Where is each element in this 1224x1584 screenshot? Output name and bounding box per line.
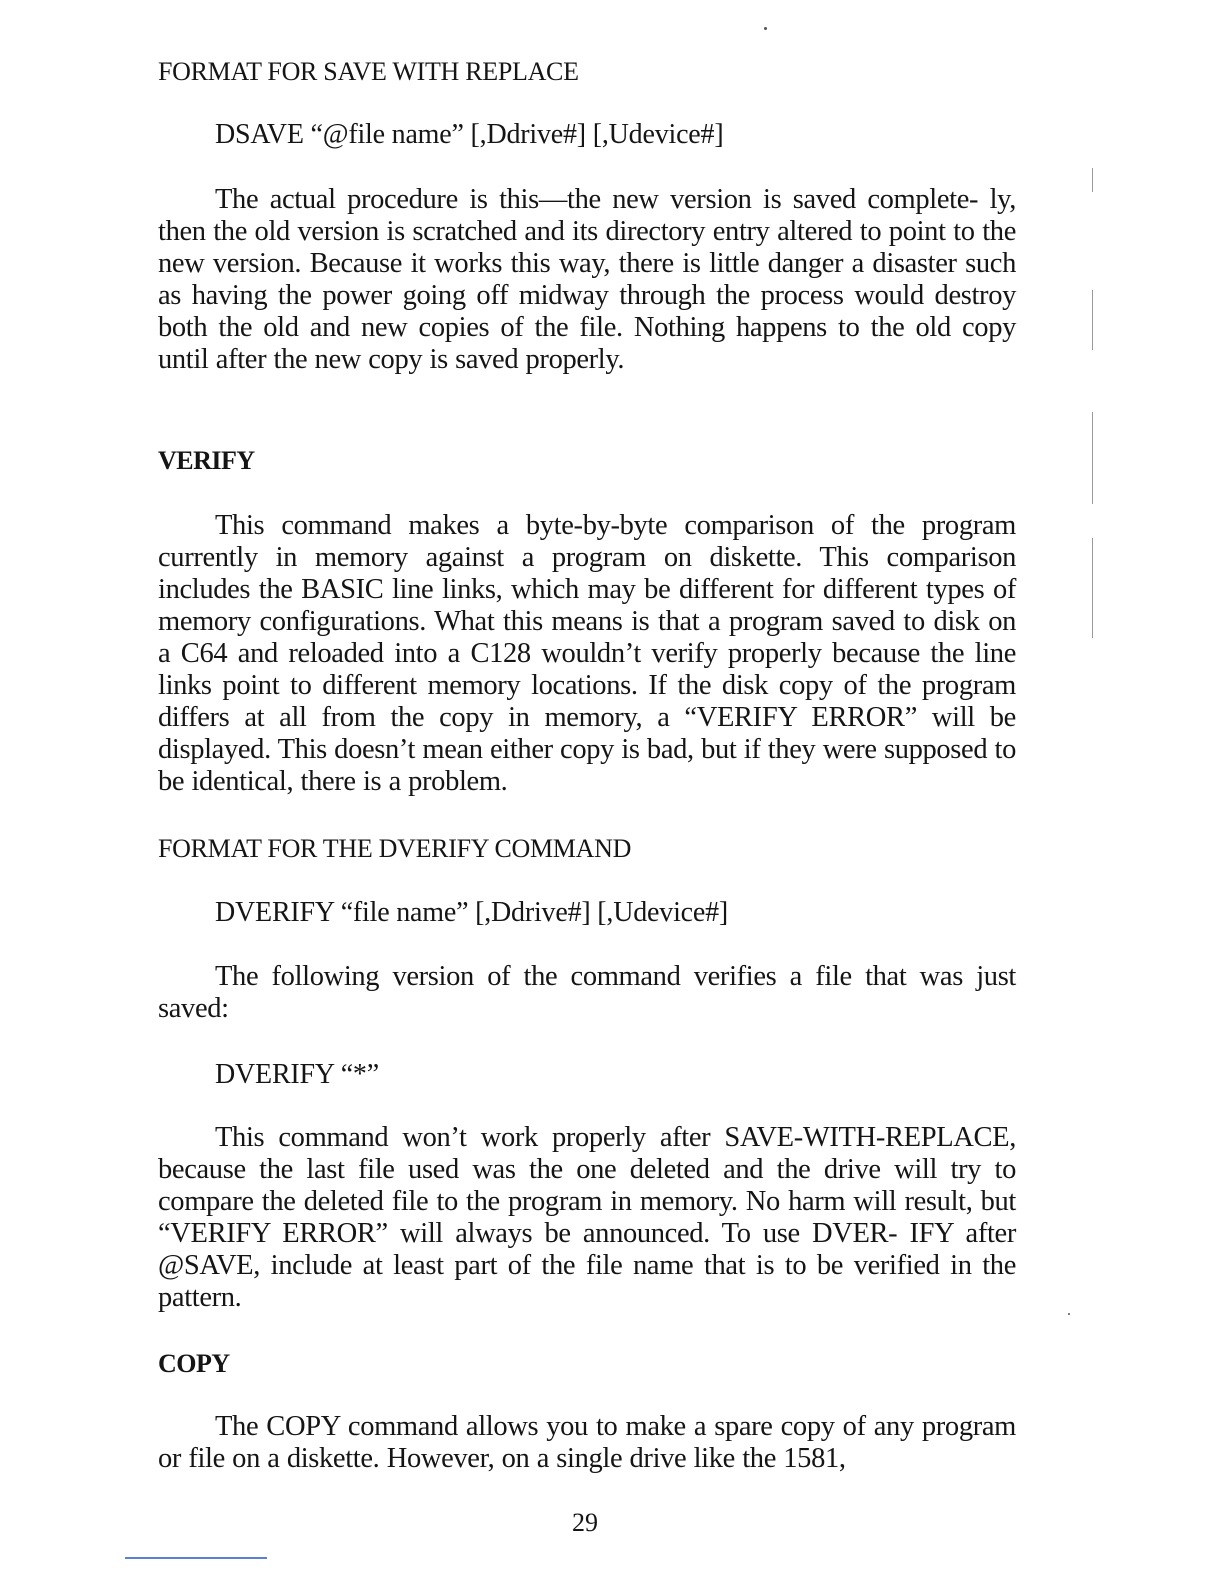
copy-paragraph: The COPY command allows you to make a spare copy of any program or file on a diskette. However, on a single drive like the 1581, [158, 1411, 1016, 1474]
format-save-heading: FORMAT FOR SAVE WITH REPLACE [158, 57, 579, 86]
save-replace-paragraph: The actual procedure is this—the new version is saved complete- ly, then the old version is scratched and its directory entry altered to point to the new version. Because it works this way, there is little danger a disaster such as having the power going off midway through the process would destroy both the old and new copies of the file. Nothing happens to the old copy until after the new copy is saved properly. [158, 184, 1016, 375]
dverify-syntax: DVERIFY “file name” [,Ddrive#] [,Udevice#] [215, 897, 729, 928]
following-version-paragraph: The following version of the command verifies a file that was just saved: [158, 961, 1016, 1024]
format-dverify-heading: FORMAT FOR THE DVERIFY COMMAND [158, 834, 632, 863]
page-number: 29 [572, 1508, 598, 1537]
dsave-syntax: DSAVE “@file name” [,Ddrive#] [,Udevice#] [215, 119, 724, 150]
margin-mark [1092, 168, 1093, 192]
footer-rule [125, 1557, 267, 1559]
wont-work-paragraph: This command won’t work properly after SAVE-WITH-REPLACE, because the last file used was the one deleted and the drive will try to compare the deleted file to the program in memory. No harm will result, but “VERIFY ERROR” will always be announced. To use DVER- IFY after @SAVE, include at least part of the file name that is to be verified in the pattern. [158, 1122, 1016, 1313]
copy-heading: COPY [158, 1349, 230, 1378]
scan-speck [764, 27, 767, 30]
dverify-star-syntax: DVERIFY “*” [215, 1059, 379, 1090]
margin-mark [1092, 290, 1093, 350]
verify-paragraph: This command makes a byte-by-byte comparison of the program currently in memory against a program on diskette. This comparison includes the BASIC line links, which may be different for different types of memory configurations. What this means is that a program saved to disk on a C64 and reloaded into a C128 wouldn’t verify properly because the line links point to different memory locations. If the disk copy of the program differs at all from the copy in memory, a “VERIFY ERROR” will be displayed. This doesn’t mean either copy is bad, but if they were supposed to be identical, there is a problem. [158, 510, 1016, 797]
verify-heading: VERIFY [158, 446, 255, 475]
scan-speck [1068, 1313, 1070, 1315]
margin-mark [1092, 412, 1093, 504]
margin-mark [1092, 538, 1093, 638]
